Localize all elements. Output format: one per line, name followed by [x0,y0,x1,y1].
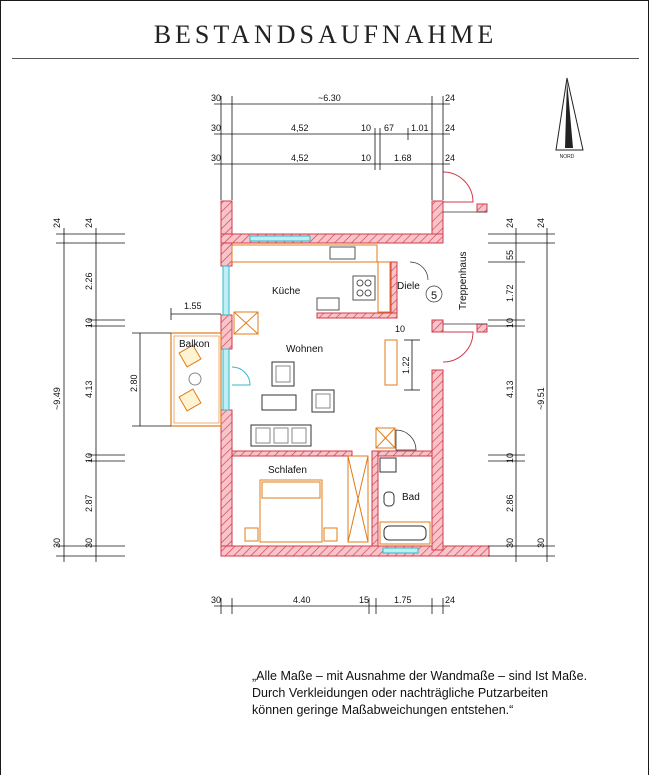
dim-left-outer-top: 24 [52,217,62,228]
door-bad-swing [396,430,416,450]
dim-top2-c: 67 [384,123,395,133]
disclaimer-note [252,668,587,719]
note-line-1: „Alle Maße – mit Ausnahme der Wandmaße – sind Ist Maße. [252,669,588,683]
label-schlafen: Schlafen [268,465,307,476]
dimension-lines [56,96,555,614]
dim-balcony-width: 1.55 [184,301,202,311]
compass-north-arrow [556,78,583,160]
coffee-table [262,395,296,410]
dim-top3-b: 10 [361,153,372,163]
dim-bottom-right: 24 [445,595,456,605]
dim-right-inner-b: 1.72 [505,284,515,302]
wall-stair-right-upper [477,204,487,212]
dim-right-outer-total: ~9.51 [536,387,546,410]
dim-bottom-b: 15 [359,595,370,605]
label-kueche: Küche [272,286,301,297]
dim-right-inner-d: 4.13 [505,380,515,398]
dim-left-outer-bottom: 30 [52,537,62,548]
balcony-table [189,373,201,385]
dim-left-inner-a: 2.26 [84,272,94,290]
living-furniture [251,340,397,448]
nightstand-right [324,528,337,541]
diele-cabinet [378,262,390,312]
dim-left-outer-total: ~9.49 [52,387,62,410]
dim-top1-left: 30 [211,93,222,103]
label-wohnen: Wohnen [286,344,324,355]
dim-bottom-c: 1.75 [394,595,412,605]
wall-bottom [221,546,489,556]
toilet [384,492,394,506]
dim-top3-c: 1.68 [394,153,412,163]
dim-right-inner-e: 10 [505,452,515,463]
dim-top3-left: 30 [211,153,222,163]
dim-top1-total: ~6.30 [318,93,341,103]
wall-top-right-stub [432,201,443,234]
wall-stair-right-lower [477,324,487,332]
note-line-3: können geringe Maßabweichungen entstehen.“ [252,703,514,717]
dim-interior-window: 1.22 [401,356,411,374]
wall-right-door-jamb [432,320,443,332]
kitchen-stove [353,276,375,300]
dim-top2-d: 1.01 [411,123,429,133]
dim-left-inner-d: 10 [84,452,94,463]
dim-right-inner-a: 55 [505,249,515,260]
wall-right-lower [432,370,443,550]
dim-top2-b: 10 [361,123,372,133]
dim-right-outer-bottom: 30 [536,537,546,548]
balcony-chair-2 [179,389,201,411]
kitchen-fixtures [232,245,390,334]
window-kitchen-left [223,266,229,315]
door-balcony-swing [232,367,250,385]
dim-interior-wall: 10 [395,324,406,334]
dim-balcony-height: 2.80 [129,374,139,392]
wall-schlafen-bad [372,451,378,546]
window-balcony-door [223,349,229,410]
wall-left-middle [221,315,232,349]
dim-top1-right: 24 [445,93,456,103]
dim-top2-left: 30 [211,123,222,133]
double-bed [260,480,322,542]
dim-left-inner-c: 4.13 [84,380,94,398]
label-balkon: Balkon [179,339,210,350]
dim-top2-a: 4,52 [291,123,309,133]
label-treppenhaus: Treppenhaus [458,251,469,310]
dim-right-inner-c: 10 [505,317,515,328]
shelf-unit [385,340,397,385]
window-kitchen-top [250,236,310,241]
note-line-2: Durch Verkleidungen oder nachträgliche Putzarbeiten [252,686,549,700]
kitchen-table [317,298,339,310]
kitchen-sink [330,247,355,259]
dim-top3-a: 4,52 [291,153,309,163]
wall-schlafen-top [232,451,352,456]
compass-label: NORD [559,154,575,160]
wall-bad-top [372,451,432,456]
dim-right-inner-bottom: 30 [505,537,515,548]
label-diele: Diele [397,281,420,292]
dim-left-inner-top: 24 [84,217,94,228]
door-entrance-stair-bottom [443,332,473,362]
dim-left-inner-bottom: 30 [84,537,94,548]
dim-bottom-left: 30 [211,595,222,605]
wall-left-lower [221,410,232,556]
dim-right-inner-top: 24 [505,217,515,228]
dim-top3-right: 24 [445,153,456,163]
armchair-right [312,390,334,412]
window-bad-bottom [383,548,418,553]
door-diele-swing [410,262,428,280]
washbasin [380,458,396,472]
dim-right-outer-top: 24 [536,217,546,228]
page-title: BESTANDSAUFNAHME [153,20,498,49]
dim-left-inner-b: 10 [84,317,94,328]
wall-kitchen-lower [317,313,397,318]
dim-right-inner-f: 2.86 [505,494,515,512]
dim-top2-right: 24 [445,123,456,133]
label-bad: Bad [402,492,420,503]
nightstand-left [245,528,258,541]
label-stair-number: 5 [430,290,438,302]
dim-left-inner-e: 2.87 [84,494,94,512]
door-entrance-stair-top [443,172,473,202]
dim-bottom-a: 4.40 [293,595,311,605]
